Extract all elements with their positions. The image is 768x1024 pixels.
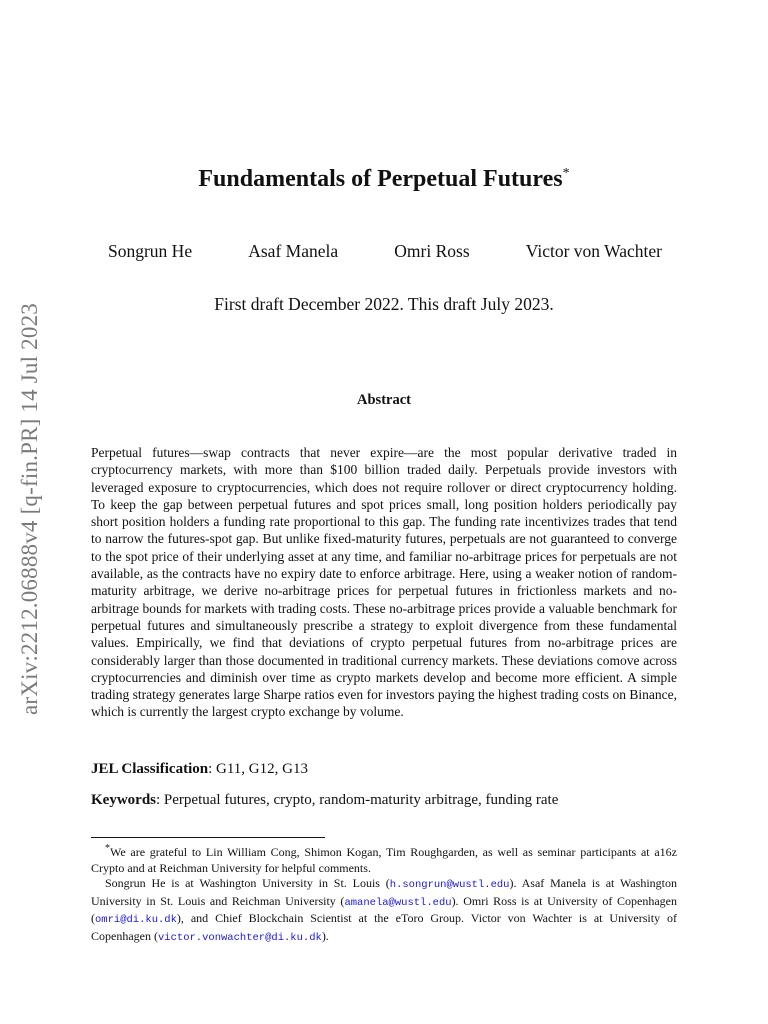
email-link-he[interactable]: h.songrun@wustl.edu <box>389 879 510 892</box>
email-link-manela[interactable]: amanela@wustl.edu <box>344 896 452 909</box>
affiliation-text: ). <box>321 928 329 943</box>
arxiv-identifier-text: arXiv:2212.06888v4 [q-fin.PR] 14 Jul 2023 <box>17 303 42 715</box>
title-footnote-mark: * <box>562 166 570 181</box>
affiliation-text: Songrun He is at Washington University in St. Louis ( <box>105 876 390 891</box>
author-name: Asaf Manela <box>248 241 339 261</box>
abstract-body: Perpetual futures—swap contracts that never expire—are the most popular derivative traded in cryptocurrency markets, with more than $100 billion traded daily. Perpetuals provide investors with leveraged exposure to cryptocurrencies, which does not require rollover or direct cryptocurrency holding. To keep the gap between perpetual futures and spot prices small, long position holders periodically pay short position holders a funding rate proportional to this gap. The funding rate incentivizes trades that tend to narrow the futures-spot gap. But unlike fixed-maturity futures, perpetuals are not guaranteed to converge to the spot price of their underlying asset at any time, and familiar no-arbitrage prices for perpetuals are not available, as the contracts have no expiry date to enforce arbitrage. Here, using a weaker notion of random-maturity arbitrage, we derive no-arbitrage prices for perpetual futures in frictionless markets and no-arbitrage bounds for markets with trading costs. These no-arbitrage prices provide a valuable benchmark for perpetual futures and simultaneously prescribe a strategy to exploit divergence from these fundamental values. Empirically, we find that deviations of crypto perpetual futures from no-arbitrage prices are considerably larger than those documented in traditional currency markets. These deviations comove across cryptocurrencies and diminish over time as crypto markets develop and become more efficient. A simple trading strategy generates large Sharpe ratios even for investors paying the highest trading costs on Binance, which is currently the largest crypto exchange by volume. <box>91 445 677 720</box>
paper-title <box>0 166 768 193</box>
keywords-list: : Perpetual futures, crypto, random-maturity arbitrage, funding rate <box>156 792 559 808</box>
jel-codes: : G11, G12, G13 <box>208 761 308 777</box>
footnotes <box>91 841 677 947</box>
footnote-mark: * <box>105 843 110 854</box>
keywords-label: Keywords <box>91 792 156 808</box>
affiliation-text: ), and Chief Blockchain Scientist at the eToro Group. Victor von Wachter is at University of Copenhagen ( <box>91 911 677 943</box>
email-link-von-wachter[interactable]: victor.vonwachter@di.ku.dk <box>157 931 322 944</box>
affiliation-text: ). Asaf Manela is at Washington University in St. Louis and Reichman University ( <box>91 876 677 908</box>
author-name: Victor von Wachter <box>525 241 662 261</box>
keywords-line <box>91 792 558 809</box>
author-list <box>108 241 662 262</box>
footnote-acknowledgements-text: We are grateful to Lin William Cong, Shimon Kogan, Tim Roughgarden, as well as seminar participants at a16z Crypto and at Reichman University for helpful comments. <box>91 845 677 875</box>
affiliation-text: ). Omri Ross is at University of Copenhagen ( <box>91 893 677 926</box>
abstract-heading: Abstract <box>357 392 411 408</box>
paper-title-text: Fundamentals of Perpetual Futures <box>198 166 563 192</box>
author-name: Omri Ross <box>394 241 470 261</box>
footnote-acknowledgements <box>91 841 677 876</box>
jel-classification <box>91 761 308 778</box>
email-link-ross[interactable]: omri@di.ku.dk <box>95 914 177 927</box>
draft-date-line: First draft December 2022. This draft July 2023. <box>214 294 554 314</box>
jel-label: JEL Classification <box>91 761 209 777</box>
arxiv-identifier-stamp <box>12 273 48 745</box>
footnote-affiliations <box>91 876 677 946</box>
author-name: Songrun He <box>108 241 193 261</box>
footnote-divider <box>91 837 325 838</box>
